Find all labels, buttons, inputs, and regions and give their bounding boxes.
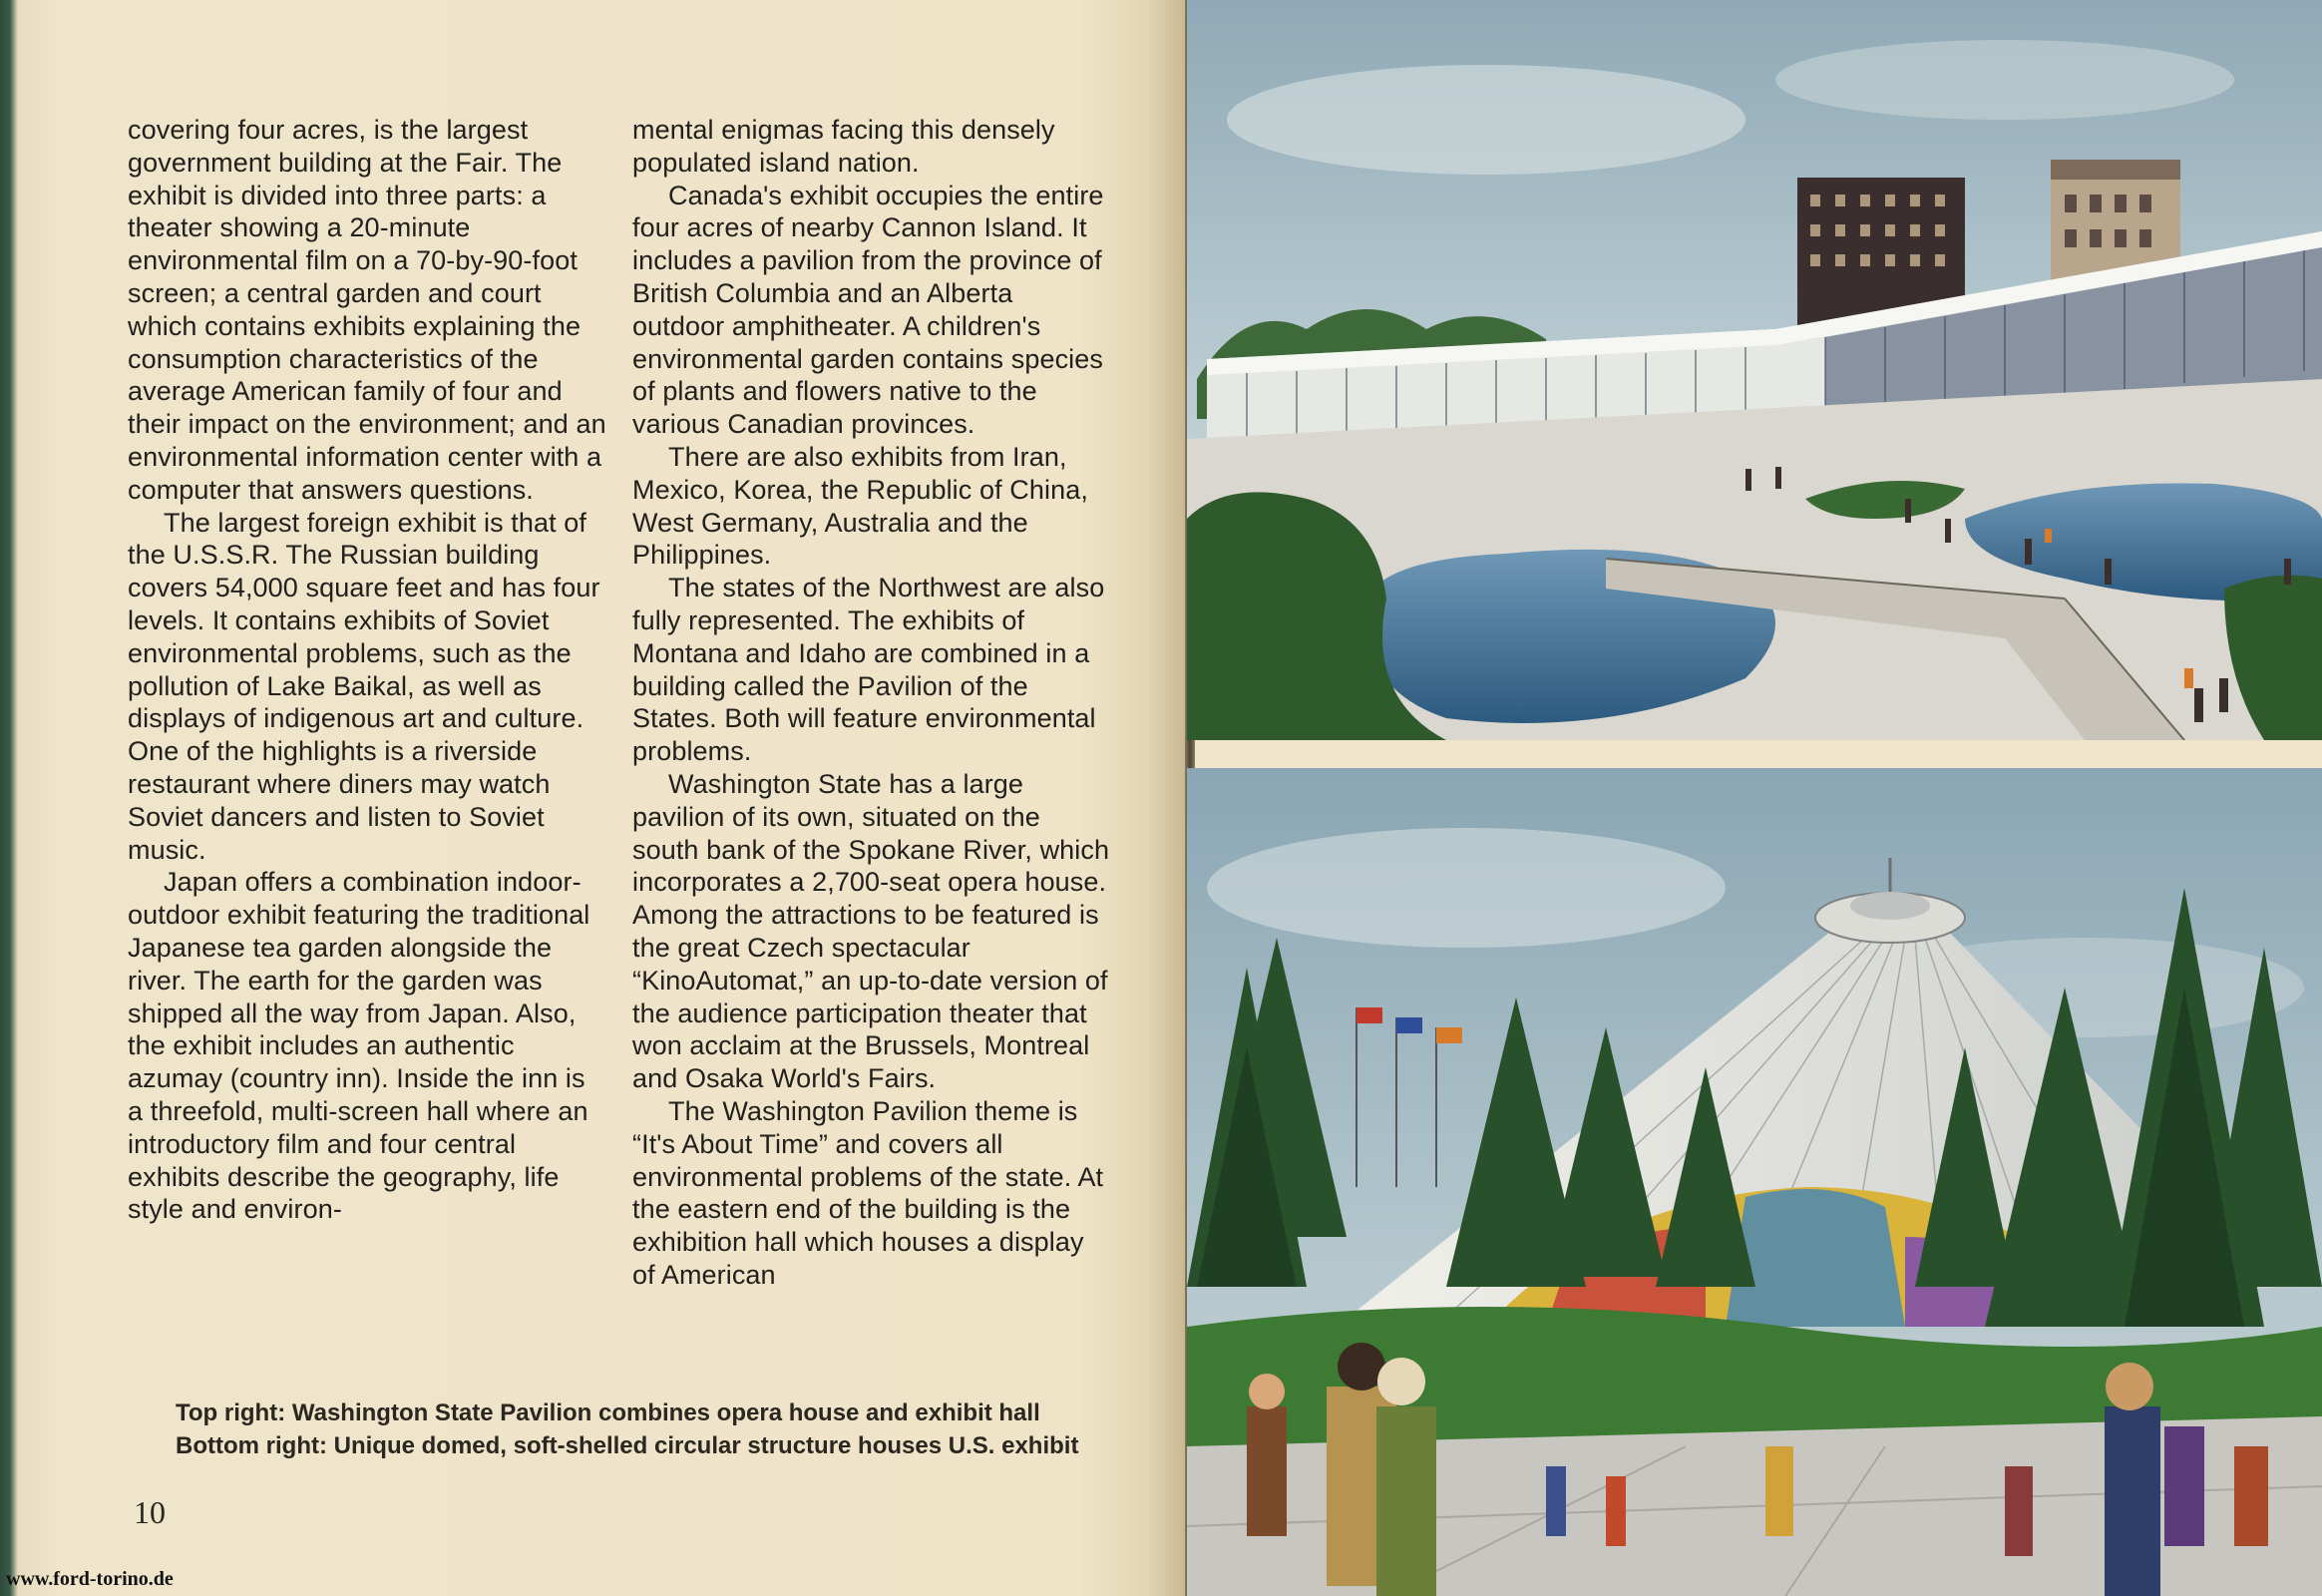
image-captions	[176, 1396, 1113, 1462]
paragraph: The Washington Pavilion theme is “It's About Time” and covers all environmental problems of the state. At the eastern end of the building is the exhibition hall which houses a display of American	[632, 1095, 1104, 1290]
caption-bottom-right: Bottom right: Unique domed, soft-shelled circular structure houses U.S. exhibit	[176, 1432, 1079, 1459]
paragraph: Washington State has a large pavilion of its own, situated on the south bank of the Spokane River, which incorporates a 2,700-seat opera house. Among the attractions to be featured is the great Czech spectacular “KinoAutomat,” an up-to-date version of the audience participation theater that won acclaim at the Brussels, Montreal and Osaka World's Fairs.	[632, 768, 1110, 1094]
us-pavilion-dome-illustration	[1187, 768, 2322, 1596]
text-column-1	[128, 114, 606, 1226]
paragraph: covering four acres, is the largest government building at the Fair. The exhibit is divided into three parts: a theater showing a 20-minute environmental film on a 70-by-90-foot screen; a central garden and court which contains exhibits explaining the consumption characteristics of the average American family of four and their impact on the environment; and an environmental information center with a computer that answers questions.	[128, 115, 606, 505]
paragraph: The states of the Northwest are also fully represented. The exhibits of Montana and Idaho are combined in a building called the Pavilion of the States. Both will feature environmental problems.	[632, 573, 1105, 767]
paragraph: mental enigmas facing this densely populated island nation.	[632, 115, 1055, 178]
caption-top-right: Top right: Washington State Pavilion combines opera house and exhibit hall	[176, 1399, 1040, 1426]
page-number: 10	[134, 1494, 166, 1530]
paragraph: There are also exhibits from Iran, Mexico, Korea, the Republic of China, West Germany, Australia and the Philippines.	[632, 441, 1088, 571]
paragraph: Canada's exhibit occupies the entire four acres of nearby Cannon Island. It includes a pavilion from the province of British Columbia and an Alberta outdoor amphitheater. A children's environmental garden contains species of plants and flowers native to the various Canadian provinces.	[632, 180, 1104, 440]
washington-state-pavilion-illustration	[1187, 0, 2322, 740]
text-column-2	[632, 114, 1111, 1292]
paragraph: The largest foreign exhibit is that of the U.S.S.R. The Russian building covers 54,000 square feet and has four levels. It contains exhibits of Soviet environmental problems, such as the pollution of Lake Baikal, as well as displays of indigenous art and culture. One of the highlights is a riverside restaurant where diners may watch Soviet dancers and listen to Soviet music.	[128, 507, 600, 865]
watermark: www.ford-torino.de	[6, 1568, 174, 1590]
paragraph: Japan offers a combination indoor-outdoor exhibit featuring the traditional Japanese tea garden alongside the river. The earth for the garden was shipped all the way from Japan. Also, the exhibit includes an authentic azumay (country inn). Inside the inn is a threefold, multi-screen hall where an introductory film and four central exhibits describe the geography, life style and environ-	[128, 867, 590, 1225]
